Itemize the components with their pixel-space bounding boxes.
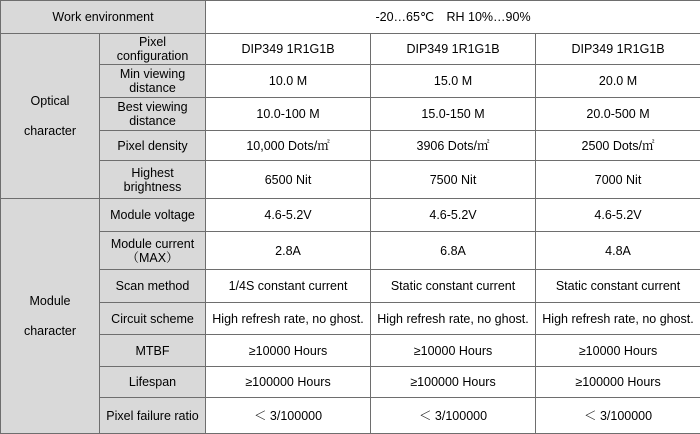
value-cell: 10.0-100 M (206, 98, 371, 131)
value-cell: 15.0-150 M (371, 98, 536, 131)
value-cell: ≥10000 Hours (536, 335, 700, 367)
value-cell: 6.8A (371, 232, 536, 270)
row-label: Pixel failure ratio (100, 398, 206, 434)
value-cell: ≥100000 Hours (536, 367, 700, 398)
value-cell: ≥10000 Hours (371, 335, 536, 367)
row-label: Circuit scheme (100, 303, 206, 335)
table-row (1, 270, 700, 303)
row-label: Min viewing distance (100, 65, 206, 98)
row-label: Lifespan (100, 367, 206, 398)
group-label-line: Module (4, 294, 96, 308)
table-row (1, 131, 700, 161)
table-row (1, 98, 700, 131)
row-label: Scan method (100, 270, 206, 303)
value-cell: Static constant current (371, 270, 536, 303)
table-row (1, 161, 700, 199)
table-row (1, 303, 700, 335)
value-cell: 10,000 Dots/㎡ (206, 131, 371, 161)
value-cell: 2500 Dots/㎡ (536, 131, 700, 161)
table-row (1, 34, 700, 65)
table-row (1, 199, 700, 232)
value-cell: 7500 Nit (371, 161, 536, 199)
table-row (1, 398, 700, 434)
row-label: Pixel configuration (100, 34, 206, 65)
value-cell: High refresh rate, no ghost. (371, 303, 536, 335)
value-cell: 20.0-500 M (536, 98, 700, 131)
group-label-line: character (4, 124, 96, 138)
value-cell: 1/4S constant current (206, 270, 371, 303)
table-row (1, 232, 700, 270)
value-cell: 4.6-5.2V (536, 199, 700, 232)
work-environment-value: -20…65℃ RH 10%…90% (206, 1, 700, 34)
table-row (1, 367, 700, 398)
value-cell: 4.8A (536, 232, 700, 270)
optical-character-group (1, 34, 100, 199)
value-cell: 15.0 M (371, 65, 536, 98)
group-label-line: Optical (4, 94, 96, 108)
value-cell: ＜ 3/100000 (206, 398, 371, 434)
row-label: Module voltage (100, 199, 206, 232)
value-cell: Static constant current (536, 270, 700, 303)
spec-table-body (1, 1, 700, 434)
module-character-group (1, 199, 100, 434)
table-row (1, 65, 700, 98)
value-cell: ≥10000 Hours (206, 335, 371, 367)
value-cell: High refresh rate, no ghost. (206, 303, 371, 335)
row-label: MTBF (100, 335, 206, 367)
row-label: Module current（MAX） (100, 232, 206, 270)
value-cell: ≥100000 Hours (371, 367, 536, 398)
value-cell: ＜ 3/100000 (371, 398, 536, 434)
value-cell: 10.0 M (206, 65, 371, 98)
table-row (1, 335, 700, 367)
value-cell: DIP349 1R1G1B (371, 34, 536, 65)
row-label: Pixel density (100, 131, 206, 161)
row-label: Highest brightness (100, 161, 206, 199)
work-environment-label: Work environment (1, 1, 206, 34)
value-cell: High refresh rate, no ghost. (536, 303, 700, 335)
value-cell: 7000 Nit (536, 161, 700, 199)
value-cell: DIP349 1R1G1B (206, 34, 371, 65)
value-cell: DIP349 1R1G1B (536, 34, 700, 65)
value-cell: ≥100000 Hours (206, 367, 371, 398)
value-cell: 20.0 M (536, 65, 700, 98)
value-cell: 3906 Dots/㎡ (371, 131, 536, 161)
row-label: Best viewing distance (100, 98, 206, 131)
value-cell: 4.6-5.2V (206, 199, 371, 232)
value-cell: 6500 Nit (206, 161, 371, 199)
value-cell: 2.8A (206, 232, 371, 270)
group-label-line: character (4, 324, 96, 338)
value-cell: 4.6-5.2V (371, 199, 536, 232)
value-cell: ＜ 3/100000 (536, 398, 700, 434)
work-environment-row (1, 1, 700, 34)
